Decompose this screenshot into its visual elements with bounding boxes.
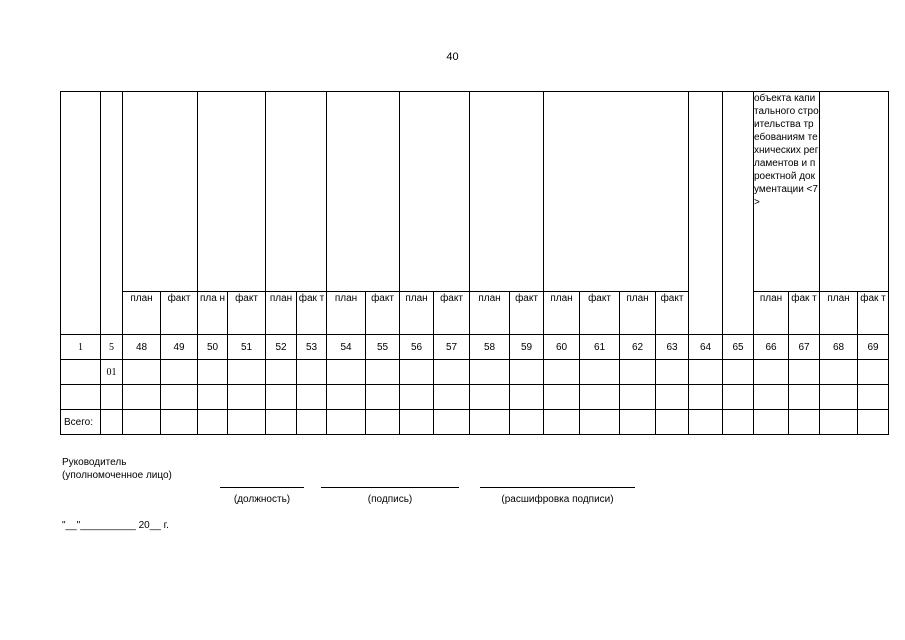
subheader-row — [61, 292, 889, 335]
decoding-line — [480, 487, 635, 488]
subheader-plan: план — [544, 292, 580, 335]
header-row — [61, 92, 889, 292]
subheader-plan: план — [820, 292, 858, 335]
column-number: 64 — [689, 335, 723, 360]
subheader-plan-split: пла н — [198, 292, 228, 335]
subheader-fact: факт — [656, 292, 689, 335]
decoding-caption: (расшифровка подписи) — [501, 494, 614, 505]
report-table — [60, 91, 889, 435]
column-number: 5 — [101, 335, 123, 360]
header-group-66-67: объекта капитального строительства требованиям технических регламентов и проектной документации <7> — [754, 92, 820, 292]
column-number: 49 — [161, 335, 198, 360]
header-group-50-51 — [198, 92, 266, 292]
header-group-60-63 — [544, 92, 689, 292]
head-label: Руководитель — [62, 457, 127, 468]
column-number: 62 — [620, 335, 656, 360]
subheader-fact-split: фак т — [297, 292, 327, 335]
column-number: 48 — [123, 335, 161, 360]
column-number: 1 — [61, 335, 101, 360]
column-number: 68 — [820, 335, 858, 360]
column-number: 58 — [470, 335, 510, 360]
subheader-fact: факт — [161, 292, 198, 335]
header-group-48-49 — [123, 92, 198, 292]
position-caption: (должность) — [233, 494, 291, 505]
subheader-fact-split: фак т — [858, 292, 889, 335]
column-number: 61 — [580, 335, 620, 360]
row-code: 01 — [101, 360, 123, 385]
column-number: 56 — [400, 335, 434, 360]
subheader-fact: факт — [510, 292, 544, 335]
column-number: 52 — [266, 335, 297, 360]
header-group-68-69 — [820, 92, 889, 292]
header-group-54-55 — [327, 92, 400, 292]
column-number: 69 — [858, 335, 889, 360]
subheader-plan: план — [754, 292, 789, 335]
head-sublabel: (уполномоченное лицо) — [62, 470, 172, 481]
column-number: 65 — [723, 335, 754, 360]
signature-line — [321, 487, 459, 488]
signature-caption: (подпись) — [367, 494, 413, 505]
column-number: 63 — [656, 335, 689, 360]
position-line — [220, 487, 304, 488]
column-number: 60 — [544, 335, 580, 360]
page-number: 40 — [446, 51, 459, 63]
subheader-plan: план — [123, 292, 161, 335]
subheader-fact: факт — [228, 292, 266, 335]
subheader-plan: план — [400, 292, 434, 335]
header-group-56-57 — [400, 92, 470, 292]
column-number: 67 — [789, 335, 820, 360]
subheader-fact: факт — [580, 292, 620, 335]
column-number: 50 — [198, 335, 228, 360]
header-group-52-53 — [266, 92, 327, 292]
header-cell-5 — [101, 92, 123, 335]
total-label: Всего: — [61, 410, 101, 435]
column-number: 54 — [327, 335, 366, 360]
header-cell-65 — [723, 92, 754, 335]
total-row — [61, 410, 889, 435]
column-number: 55 — [366, 335, 400, 360]
column-number: 51 — [228, 335, 266, 360]
header-group-58-59 — [470, 92, 544, 292]
data-row-empty — [61, 385, 889, 410]
column-number: 66 — [754, 335, 789, 360]
subheader-plan: план — [266, 292, 297, 335]
subheader-plan: план — [327, 292, 366, 335]
date-line: "__"__________ 20__ г. — [62, 520, 169, 531]
data-row-01 — [61, 360, 889, 385]
subheader-fact-split: фак т — [789, 292, 820, 335]
column-number: 59 — [510, 335, 544, 360]
column-number-row — [61, 335, 889, 360]
column-number: 57 — [434, 335, 470, 360]
subheader-fact: факт — [366, 292, 400, 335]
subheader-plan: план — [470, 292, 510, 335]
column-number: 53 — [297, 335, 327, 360]
header-cell-64 — [689, 92, 723, 335]
header-cell-1 — [61, 92, 101, 335]
subheader-plan: план — [620, 292, 656, 335]
subheader-fact: факт — [434, 292, 470, 335]
